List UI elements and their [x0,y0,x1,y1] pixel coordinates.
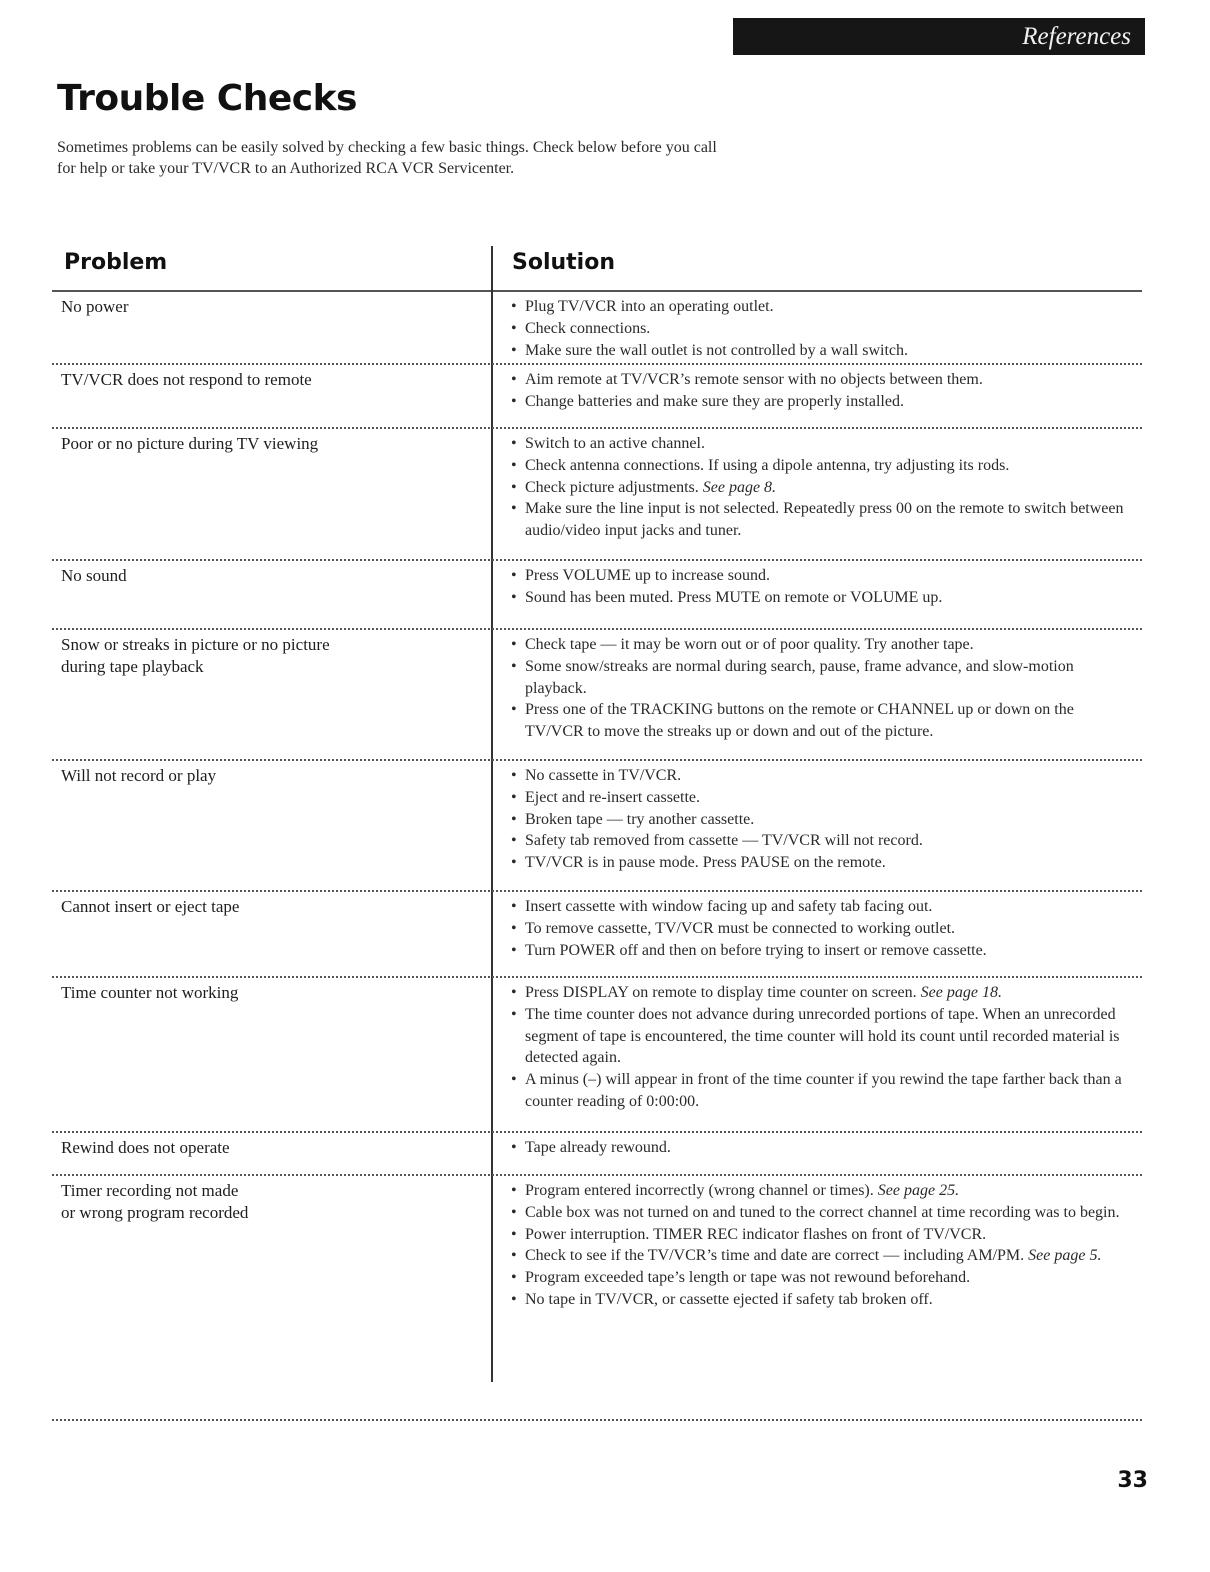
page-reference: See page 25. [877,1182,960,1199]
solution-text: Sound has been muted. Press MUTE on remote or VOLUME up. [525,588,943,606]
solution-cell [491,765,1142,890]
solution-cell [491,296,1142,363]
solution-item [511,433,1136,455]
table-row [52,630,1142,761]
solution-item [511,455,1136,477]
solution-item [511,1267,1136,1289]
problem-cell: Time counter not working [61,983,239,1002]
solution-item [511,1289,1136,1311]
table-row [52,978,1142,1133]
solution-item [511,498,1136,542]
solution-item [511,699,1136,743]
problem-column-header: Problem [64,250,168,275]
solution-text: Cable box was not turned on and tuned to the correct channel at time recording was to begin. [525,1203,1120,1221]
solution-item [511,1004,1136,1069]
solution-cell [491,1180,1142,1419]
solution-item [511,656,1136,700]
solution-text: To remove cassette, TV/VCR must be connected to working outlet. [525,919,956,937]
solution-list [511,896,1136,961]
solution-list [511,565,1136,609]
solution-text: Press VOLUME up to increase sound. [525,567,771,584]
solution-item [511,1180,1136,1202]
table-row [52,365,1142,429]
solution-text: Press one of the TRACKING buttons on the remote or CHANNEL up or down on the TV/VCR to move the streaks up or down and out of the picture. [525,701,1074,741]
solution-item [511,940,1136,962]
solution-text: Plug TV/VCR into an operating outlet. [525,298,774,315]
solution-text: Make sure the line input is not selected. Repeatedly press 00 on the remote to switch between audio/video input jacks and tuner. [525,500,1124,540]
solution-text: Some snow/streaks are normal during search, pause, frame advance, and slow-motion playback. [525,657,1074,697]
solution-text: Make sure the wall outlet is not controlled by a wall switch. [525,341,909,359]
solution-text: Press DISPLAY on remote to display time counter on screen. [525,984,917,1001]
solution-list [511,296,1136,361]
solution-text: Program entered incorrectly (wrong channel or times). [525,1182,874,1199]
solution-text: No cassette in TV/VCR. [525,767,682,784]
solution-item [511,587,1136,609]
table-row [52,429,1142,561]
solution-text: The time counter does not advance during unrecorded portions of tape. When an unrecorded segment of tape is encountered, the time counter will hold its count until recorded material is detected again. [525,1005,1120,1067]
solution-item [511,787,1136,809]
solution-cell [491,565,1142,628]
solution-list [511,433,1136,542]
solution-text: Check picture adjustments. [525,478,699,496]
page-reference: See page 5. [1028,1247,1102,1265]
intro-paragraph: Sometimes problems can be easily solved by checking a few basic things. Check below before you call for help or take your TV/VCR to an Authorized RCA VCR Servicenter. [57,139,717,177]
solution-cell [491,634,1142,759]
solution-text: Broken tape — try another cassette. [525,810,755,828]
solution-list [511,982,1136,1113]
table-row [52,1176,1142,1421]
problem-cell: TV/VCR does not respond to remote [61,370,312,389]
solution-text: Program exceeded tape’s length or tape was not rewound beforehand. [525,1269,971,1287]
table-row [52,892,1142,978]
solution-text: Turn POWER off and then on before trying to insert or remove cassette. [525,941,987,959]
solution-text: Check tape — it may be worn out or of poor quality. Try another tape. [525,636,974,653]
problem-cell: Timer recording not made or wrong program recorded [61,1181,249,1222]
solution-item [511,369,1136,391]
solution-text: Power interruption. TIMER REC indicator flashes on front of TV/VCR. [525,1225,987,1243]
solution-list [511,1180,1136,1311]
problem-cell: Rewind does not operate [61,1138,230,1157]
solution-column-header: Solution [512,250,615,275]
solution-cell [491,896,1142,976]
solution-text: Insert cassette with window facing up and safety tab facing out. [525,898,933,915]
solution-text: Check to see if the TV/VCR’s time and date are correct — including AM/PM. [525,1247,1025,1265]
solution-cell [491,1137,1142,1174]
solution-item [511,830,1136,852]
table-row [52,292,1142,365]
solution-item [511,296,1136,318]
solution-cell [491,982,1142,1131]
solution-item [511,477,1136,499]
solution-item [511,1202,1136,1224]
solution-item [511,918,1136,940]
problem-cell: Snow or streaks in picture or no picture during tape playback [61,635,330,676]
solution-item [511,1245,1136,1267]
trouble-table [52,292,1142,1421]
solution-item [511,809,1136,831]
solution-list [511,1137,1136,1159]
solution-text: Switch to an active channel. [525,435,705,452]
solution-item [511,765,1136,787]
solution-item [511,852,1136,874]
solution-text: Change batteries and make sure they are properly installed. [525,392,904,410]
page-reference: See page 18. [920,984,1002,1001]
solution-text: Check antenna connections. If using a dipole antenna, try adjusting its rods. [525,456,1010,474]
solution-list [511,369,1136,413]
solution-item [511,982,1136,1004]
solution-cell [491,369,1142,427]
solution-cell [491,433,1142,559]
solution-item [511,896,1136,918]
solution-item [511,318,1136,340]
problem-cell: Cannot insert or eject tape [61,897,240,916]
solution-item [511,1069,1136,1113]
solution-text: Tape already rewound. [525,1139,671,1156]
solution-text: Check connections. [525,319,651,337]
solution-item [511,1224,1136,1246]
solution-item [511,1137,1136,1159]
table-row [52,1133,1142,1176]
section-tab: References [733,18,1145,55]
solution-text: TV/VCR is in pause mode. Press PAUSE on the remote. [525,854,886,872]
solution-text: No tape in TV/VCR, or cassette ejected if safety tab broken off. [525,1290,933,1308]
solution-item [511,340,1136,362]
solution-item [511,565,1136,587]
table-row [52,761,1142,892]
table-row [52,561,1142,630]
problem-cell: No power [61,297,129,316]
solution-list [511,765,1136,874]
solution-text: Aim remote at TV/VCR’s remote sensor with no objects between them. [525,371,983,388]
page-title: Trouble Checks [57,78,357,119]
solution-list [511,634,1136,743]
page-reference: See page 8. [702,478,777,496]
problem-cell: No sound [61,566,127,585]
solution-item [511,391,1136,413]
problem-cell: Poor or no picture during TV viewing [61,434,319,453]
solution-text: A minus (–) will appear in front of the time counter if you rewind the tape farther back than a counter reading of 0:00:00. [525,1071,1122,1110]
problem-cell: Will not record or play [61,766,217,785]
solution-text: Eject and re-insert cassette. [525,788,701,806]
page-number: 33 [1117,1468,1148,1493]
solution-text: Safety tab removed from cassette — TV/VCR will not record. [525,832,923,850]
solution-item [511,634,1136,656]
